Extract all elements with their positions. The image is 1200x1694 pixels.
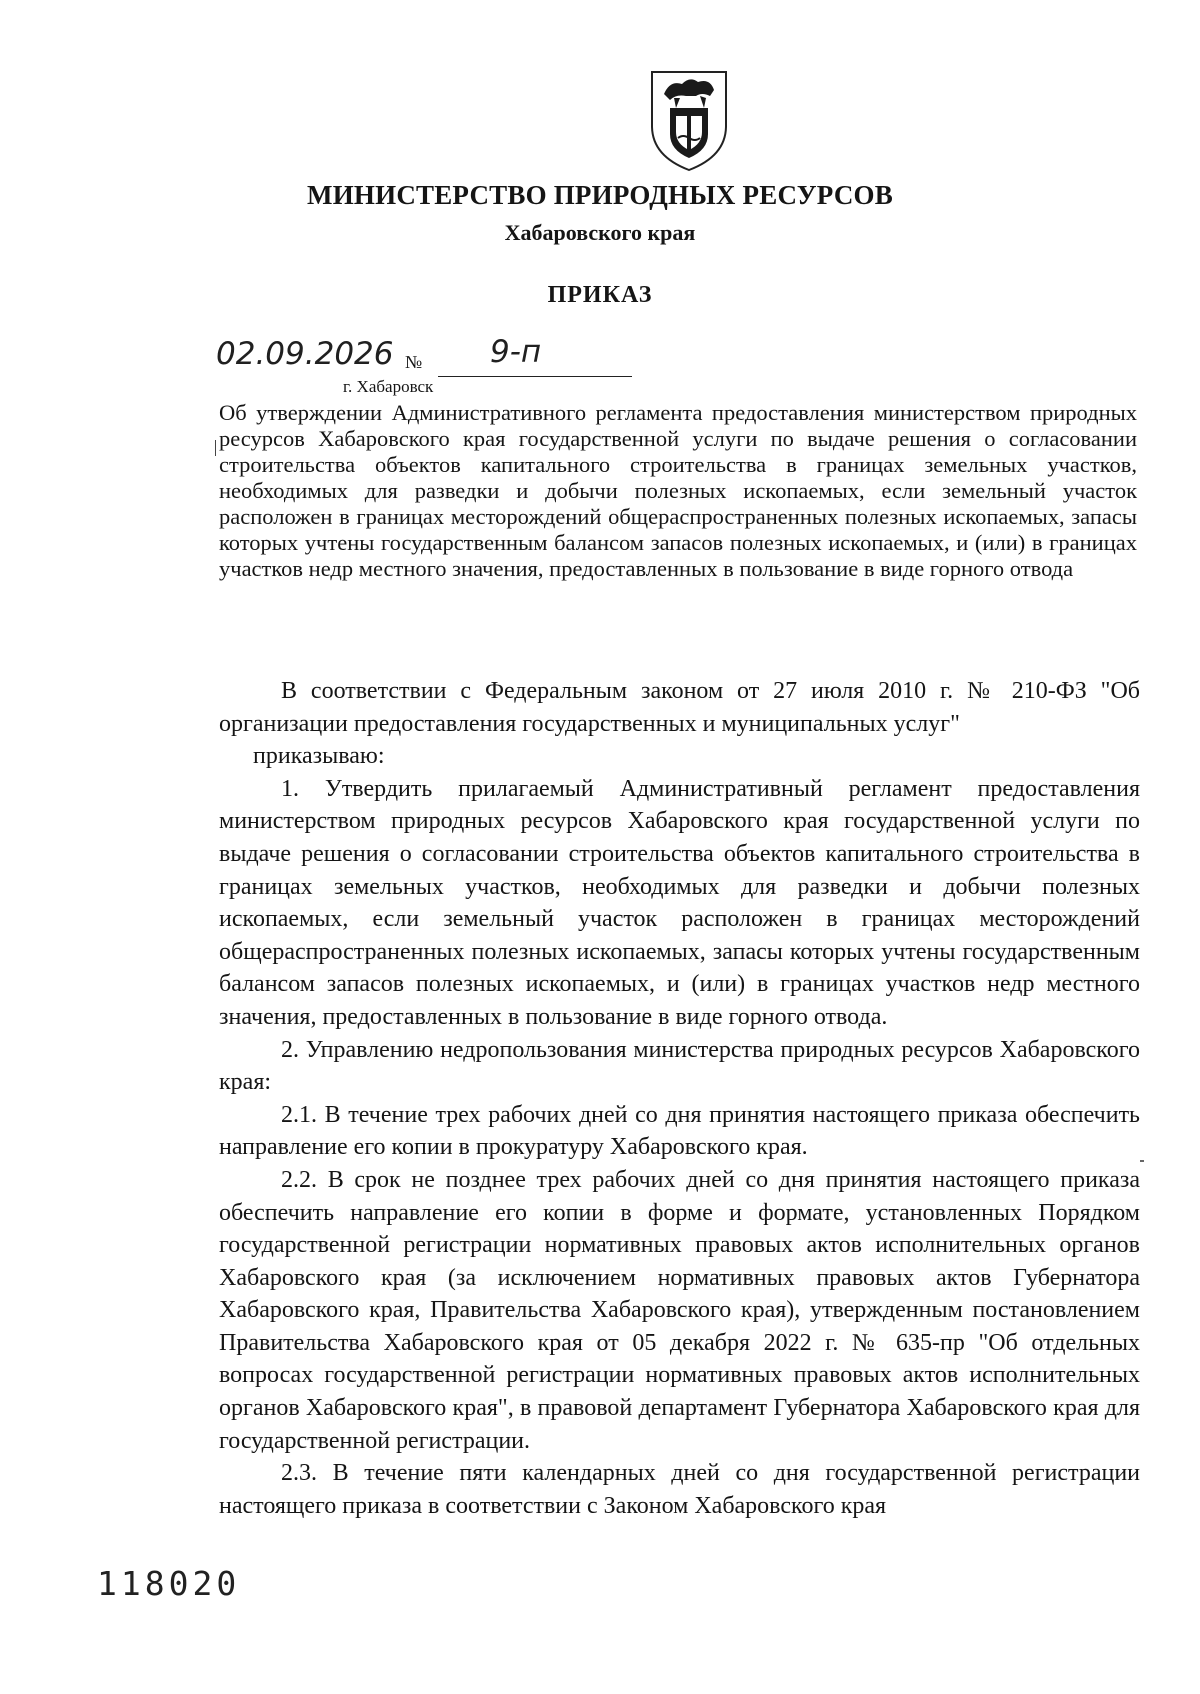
region-title: Хабаровского края [504, 220, 696, 245]
paragraph-2-3: 2.3. В течение пяти календарных дней со дня государственной регистрации настоящего приказа в соответствии с Законом Хабаровского края [219, 1460, 1140, 1519]
margin-mark [215, 440, 216, 456]
scan-speck [1140, 1160, 1144, 1162]
intro-paragraph: В соответствии с Федеральным законом от 27 июля 2010 г. № 210-ФЗ "Об организации предоставления государственных и муниципальных услуг" [219, 678, 1140, 737]
ministry-title: МИНИСТЕРСТВО ПРИРОДНЫХ РЕСУРСОВ [307, 180, 893, 210]
order-body [219, 675, 1140, 1522]
paragraph-2-2: 2.2. В срок не позднее трех рабочих дней со дня принятия настоящего приказа обеспечить направление его копии в форме и формате, установленных Порядком государственной регистрации нормативных правовых актов исполнительных органов Хабаровского края (за исключением нормативных правовых актов Губернатора Хабаровского края, Правительства Хабаровского края), утвержденным постановлением Правительства Хабаровского края от 05 декабря 2022 г. № 635-пр "Об отдельных вопросах государственной регистрации нормативных правовых актов исполнительных органов Хабаровского края", в правовой департамент Губернатора Хабаровского края для государственной регистрации. [219, 1166, 1140, 1454]
paragraph-1: 1. Утвердить прилагаемый Административный регламент предоставления министерством природных ресурсов Хабаровского края государственной услуги по выдаче решения о согласовании строительства объектов капитального строительства в границах земельных участков, необходимых для разведки и добычи полезных ископаемых, если земельный участок расположен в границах месторождений общераспространенных полезных ископаемых, запасы которых учтены государственным балансом запасов полезных ископаемых, и (или) в границах участков недр местного значения, предоставленных в пользование в виде горного отвода. [219, 775, 1140, 1030]
coat-of-arms-icon [646, 64, 732, 174]
order-number: 9-п [490, 334, 542, 370]
document-type: ПРИКАЗ [547, 282, 653, 308]
number-sign: № [405, 352, 423, 372]
paragraph-2: 2. Управлению недропользования министерства природных ресурсов Хабаровского края: [219, 1036, 1140, 1096]
order-dateline [214, 334, 632, 376]
order-word: приказываю: [253, 743, 385, 770]
document-serial: 118020 [97, 1564, 241, 1603]
order-subject: Об утверждении Административного регламента предоставления министерством природных ресурсов Хабаровского края государственной услуги по выдаче решения о согласовании строительства объектов капитального строительства в границах земельных участков, необходимых для разведки и добычи полезных ископаемых, если земельный участок расположен в границах месторождений общераспространенных полезных ископаемых, запасы которых учтены государственным балансом запасов полезных ископаемых, и (или) в границах участков недр местного значения, предоставленных в пользование в виде горного отвода [219, 400, 1137, 581]
paragraph-2-1: 2.1. В течение трех рабочих дней со дня принятия настоящего приказа обеспечить направление его копии в прокуратуру Хабаровского края. [219, 1101, 1140, 1161]
order-date: 02.09.2026 [216, 336, 394, 372]
number-underline [438, 376, 632, 377]
order-city: г. Хабаровск [343, 377, 434, 396]
